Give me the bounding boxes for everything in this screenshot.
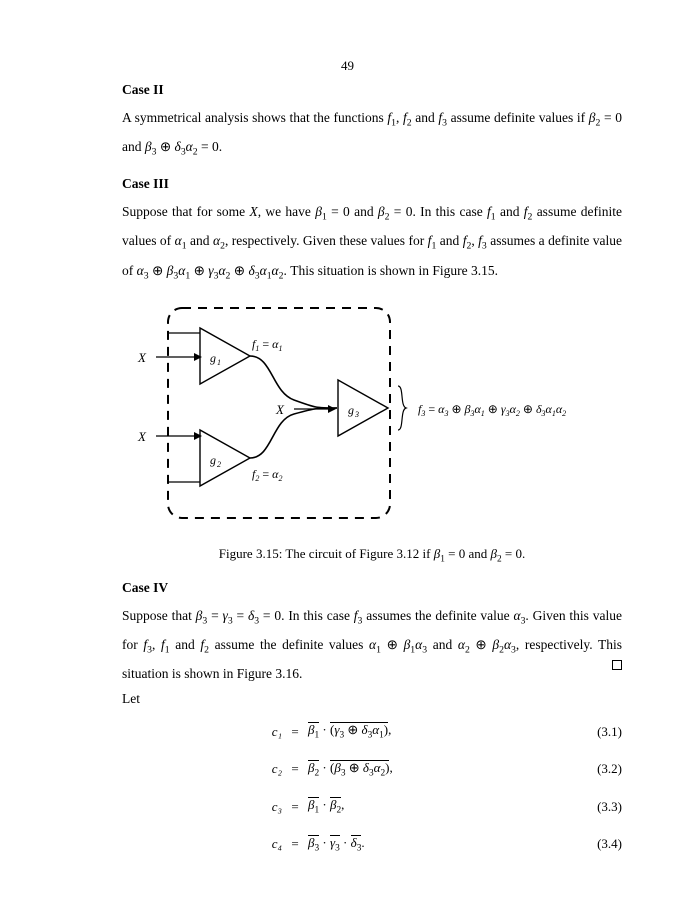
gate-g2-shape xyxy=(200,430,250,486)
gate-g3-label: g xyxy=(348,402,354,417)
gate-g1-index: 1 xyxy=(217,357,221,367)
equation-number: (3.1) xyxy=(597,724,622,740)
input-x-1-label: X xyxy=(138,349,146,365)
wire-g1-to-g3 xyxy=(250,356,337,408)
gate-g2-index: 2 xyxy=(217,459,221,469)
gate-g3-index: 3 xyxy=(355,409,359,419)
equation-body: $\beta_3 \cdot \gamma_3 \cdot \delta_3$. xyxy=(308,834,365,854)
gate-g1-label: g xyxy=(210,350,216,365)
equation-table-body xyxy=(122,713,622,862)
equation-equals: = xyxy=(291,798,299,814)
page-number: 49 xyxy=(341,58,354,73)
gate-g1-shape xyxy=(200,328,250,384)
output-f3-label: $f_3 = \alpha_3$ ⊕ $\beta_3\alpha_1$ ⊕ $\gamma_3\alpha_2$ ⊕ $\delta_3\alpha_1\alpha_2$ xyxy=(418,401,567,418)
qed-symbol xyxy=(612,660,622,670)
equation-label: c₃ xyxy=(271,798,282,814)
gate-g2-label: g xyxy=(210,452,216,467)
equation-number: (3.4) xyxy=(597,836,622,852)
equation-row xyxy=(122,713,622,750)
input-x-2-label: X xyxy=(138,428,146,444)
equation-body: $\beta_1 \cdot (\gamma_3$ ⊕ $\delta_3\alpha_1$), xyxy=(308,722,392,742)
equation-block xyxy=(122,713,622,862)
equation-label: c₁ xyxy=(271,724,282,740)
equation-label: c₂ xyxy=(271,761,282,777)
equation-body: $\beta_1 \cdot \beta_2$, xyxy=(308,797,345,816)
g1-input-arrow xyxy=(194,353,202,361)
output-f2-label: $f_2 = \alpha_2$ xyxy=(252,466,283,483)
section-heading-case-2: Case II xyxy=(122,82,164,97)
g3-input-arrow xyxy=(328,405,336,413)
output-brace xyxy=(398,386,406,430)
page-content xyxy=(122,82,622,863)
equation-number: (3.2) xyxy=(597,761,622,777)
section-paragraph-case-3: Suppose that for some X, we have $\beta_1 = 0$ and $\beta_2 = 0$. In this case $f_1$ and $f_2$ assume definite values of $\alpha_1$ and $\alpha_2$, respectively. Given these values for $f_1$ and $f_2$, $f_3$ assumes a definite value of $\alpha_3$ ⊕ $\beta_3\alpha_1$ ⊕ $\gamma_3\alpha_2$ ⊕ $\delta_3\alpha_1\alpha_2$. This situation is shown in Figure 3.15. xyxy=(122,204,623,282)
equation-equals: = xyxy=(291,836,299,852)
equation-label: c₄ xyxy=(271,836,282,852)
equation-row xyxy=(122,788,622,825)
section-heading-case-4: Case IV xyxy=(122,580,169,596)
equation-row xyxy=(122,751,622,788)
equation-body: $\beta_2 \cdot (\beta_3$ ⊕ $\delta_3\alpha_2$), xyxy=(308,759,393,779)
figure-3-15 xyxy=(122,300,622,540)
section-paragraph-case-4 xyxy=(122,602,622,687)
wire-g2-to-g3 xyxy=(250,408,337,458)
figure-caption: Figure 3.15: The circuit of Figure 3.12 if $\beta_1 = 0$ and $\beta_2 = 0$. xyxy=(218,545,526,565)
circuit-diagram xyxy=(122,300,622,530)
input-x-3-label: X xyxy=(276,401,284,417)
equation-number: (3.3) xyxy=(597,798,622,814)
output-f1-label: $f_1 = \alpha_1$ xyxy=(252,336,283,353)
equation-equals: = xyxy=(291,761,299,777)
case-4-text: Suppose that $\beta_3 = \gamma_3 = \delta_3 = 0$. In this case $f_3$ assumes the definite value $\alpha_3$. Given this value for $f_3$, $f_1$ and $f_2$ assume the definite values $\alpha_1$ ⊕ $\beta_1\alpha_3$ and $\alpha_2$ ⊕ $\beta_2\alpha_3$, respectively. This situation is shown in Figure 3.16. xyxy=(122,608,622,682)
section-heading-case-3: Case III xyxy=(122,176,169,192)
let-text: Let xyxy=(122,691,140,707)
g2-input-arrow xyxy=(194,432,202,440)
section-paragraph-case-2: A symmetrical analysis shows that the functions $f_1$, $f_2$ and $f_3$ assume definite values if $\beta_2 = 0$ and $\beta_3$ ⊕ $\delta_3\alpha_2 = 0$. xyxy=(122,110,622,158)
gate-g3-shape xyxy=(338,380,388,436)
equation-table xyxy=(122,713,622,862)
equation-equals: = xyxy=(291,724,299,740)
equation-row xyxy=(122,826,622,863)
